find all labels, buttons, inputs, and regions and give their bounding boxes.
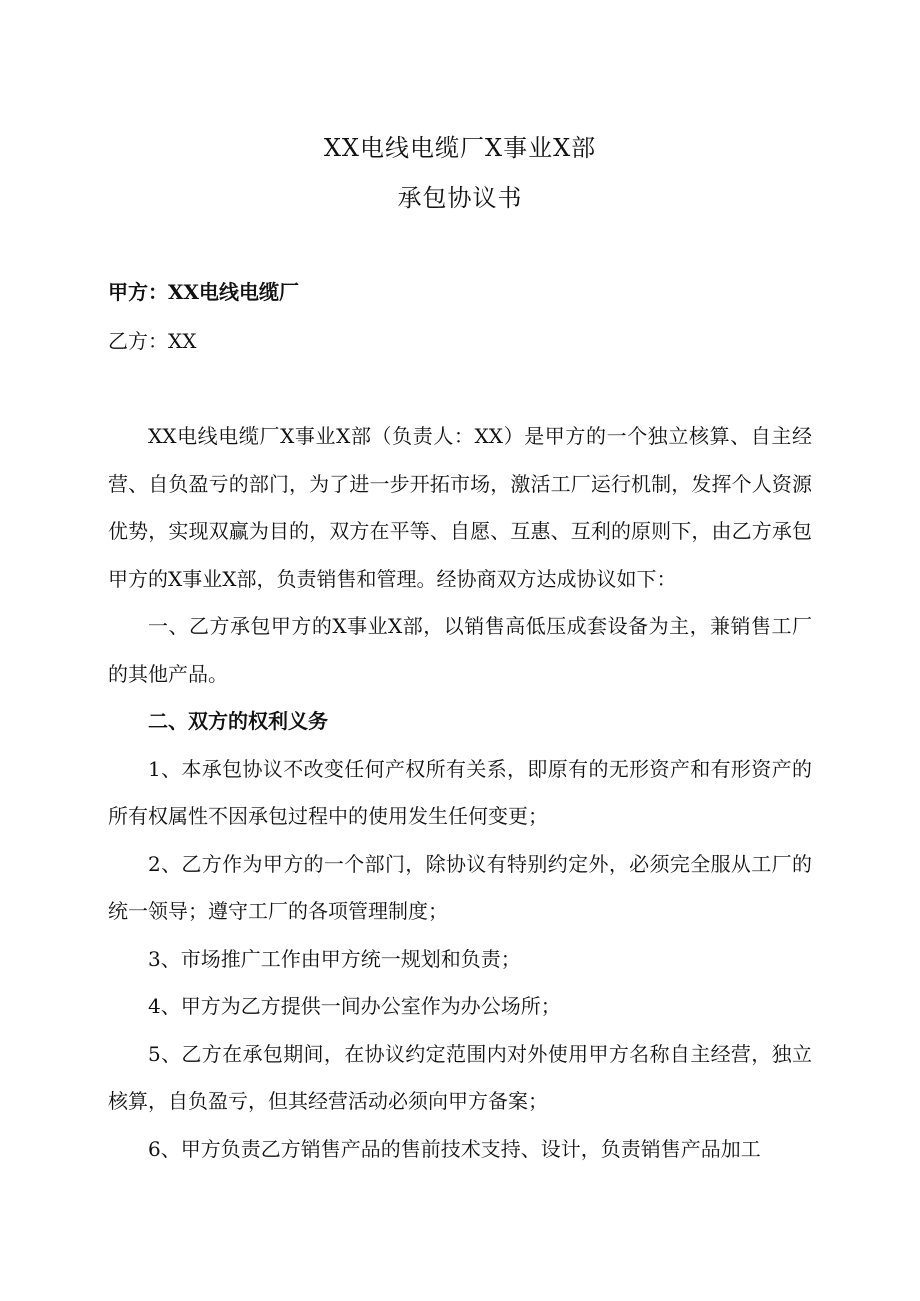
agreement-body (108, 413, 812, 1173)
item-5: 5、乙方在承包期间，在协议约定范围内对外使用甲方名称自主经营，独立核算，自负盈亏，但其经营活动必须向甲方备案； (108, 1041, 812, 1113)
party-a: 甲方：XX电线电缆厂 (108, 280, 300, 304)
item-1: 1、本承包协议不改变任何产权所有关系，即原有的无形资产和有形资产的所有权属性不因承包过程中的使用发生任何变更； (108, 756, 812, 828)
item-2: 2、乙方作为甲方的一个部门，除协议有特别约定外，必须完全服从工厂的统一领导；遵守工厂的各项管理制度； (108, 851, 812, 923)
item-4: 4、甲方为乙方提供一间办公室作为办公场所； (148, 994, 561, 1018)
document-title-line2: 承包协议书 (397, 184, 523, 212)
item-6: 6、甲方负责乙方销售产品的售前技术支持、设计，负责销售产品加工 (148, 1136, 761, 1161)
party-b: 乙方：XX (108, 329, 197, 353)
document-title-line1: XX电线电缆厂X事业X部 (323, 134, 597, 162)
section-heading-rights: 二、双方的权利义务 (148, 709, 328, 733)
item-3: 3、市场推广工作由甲方统一规划和负责； (148, 946, 521, 971)
clause-1: 一、乙方承包甲方的X事业X部，以销售高低压成套设备为主，兼销售工厂的其他产品。 (108, 614, 812, 686)
intro-paragraph: XX电线电缆厂X事业X部（负责人：XX）是甲方的一个独立核算、自主经营、自负盈亏的部门，为了进一步开拓市场，激活工厂运行机制，发挥个人资源优势，实现双赢为目的，双方在平等、自愿、互惠、互利的原则下，由乙方承包甲方的X事业X部，负责销售和管理。经协商双方达成协议如下： (108, 424, 812, 591)
